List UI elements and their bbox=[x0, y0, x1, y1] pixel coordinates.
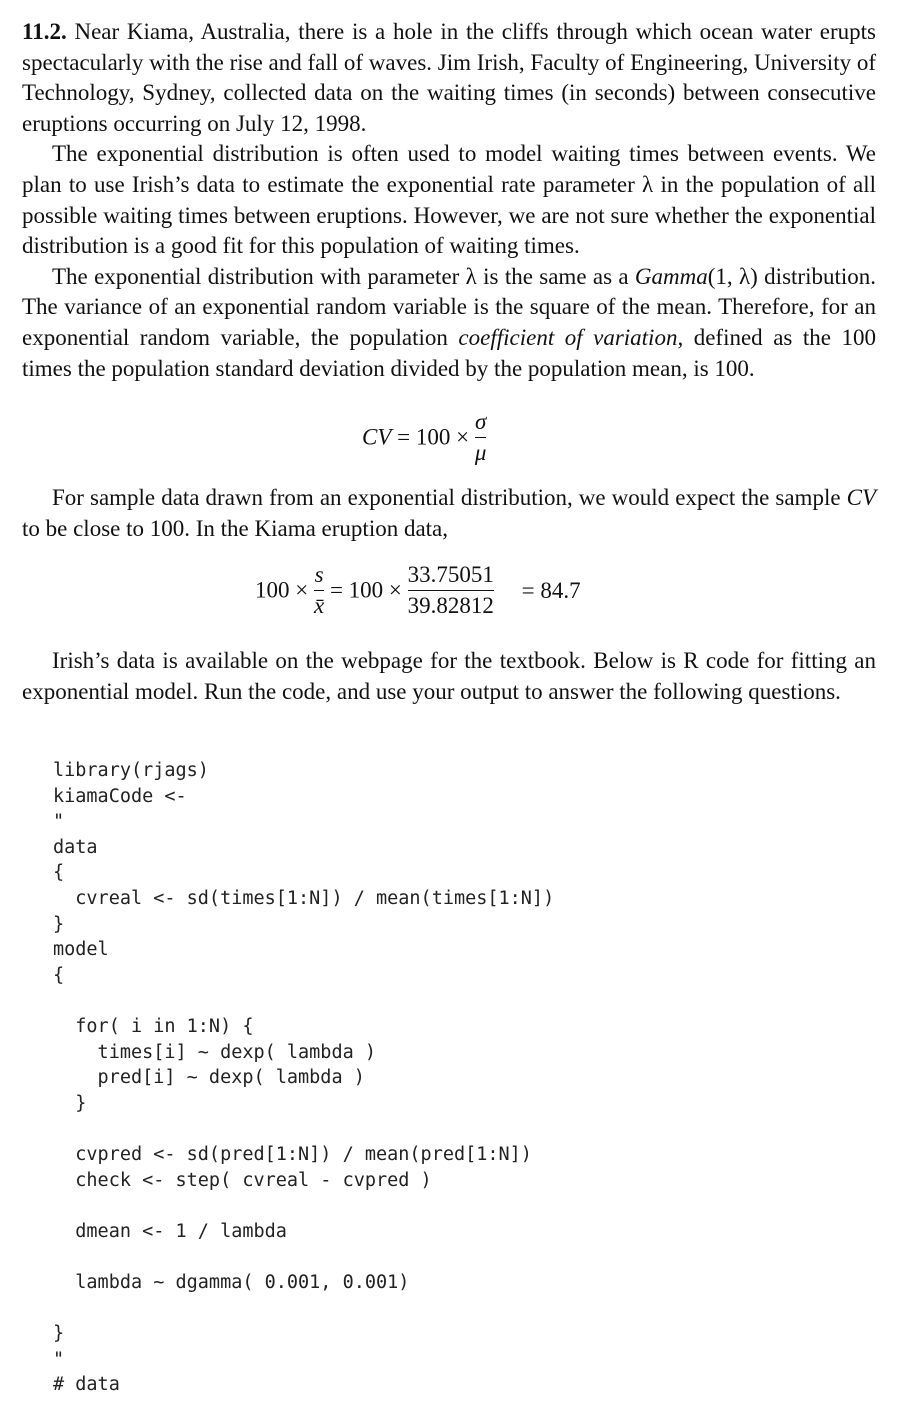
code-line: dmean <- 1 / lambda bbox=[53, 1220, 287, 1242]
paragraph-r-code-intro: Irish’s data is available on the webpage for the textbook. Below is R code for fitting an exponential model. Run the code, and use your output to answer the following questions. bbox=[22, 648, 876, 704]
code-line bbox=[53, 1116, 554, 1142]
code-line bbox=[53, 1193, 554, 1219]
code-line bbox=[53, 988, 554, 1014]
textbook-page bbox=[22, 0, 876, 1396]
problem-number: 11.2. bbox=[22, 19, 67, 44]
code-line: check <- step( cvreal - cvpred ) bbox=[53, 1169, 432, 1191]
code-line: kiamaCode <- bbox=[53, 785, 187, 807]
code-line bbox=[53, 1244, 554, 1270]
problem-intro bbox=[22, 0, 876, 139]
code-line: times[i] ~ dexp( lambda ) bbox=[53, 1041, 377, 1063]
paragraph-sample-cv: For sample data drawn from an exponential distribution, we would expect the sample CV to be close to 100. In the Kiama eruption data, bbox=[22, 485, 876, 541]
intro-text: Near Kiama, Australia, there is a hole in the cliffs through which ocean water erupts spectacularly with the rise and fall of waves. Jim Irish, Faculty of Engineering, University of Technology, Sydney, collected data on the waiting times (in seconds) between consecutive eruptions occurring on July 12, 1998. bbox=[22, 19, 876, 136]
kiama-cv-equation: 100 × $\frac{s}{x̄}$ = 100 × $\frac{33.75051}{39.82812}$ = 84.7 bbox=[255, 562, 581, 618]
code-line: } bbox=[53, 913, 65, 935]
gamma-term: Gamma bbox=[634, 263, 708, 289]
code-line: model bbox=[53, 939, 109, 961]
paragraph-exponential-model: The exponential distribution is often used to model waiting times between events. We plan to use Irish’s data to estimate the exponential rate parameter λ in the population of all possible waiting times between eruptions. However, we are not sure whether the exponential distribution is a good fit for this population of waiting times. bbox=[22, 141, 876, 259]
sigma-over-mu-fraction: $\frac{\sigma}{\mu}$ bbox=[474, 409, 487, 465]
code-line: cvpred <- sd(pred[1:N]) / mean(pred[1:N]) bbox=[53, 1143, 532, 1165]
code-line: lambda ~ dgamma( 0.001, 0.001) bbox=[53, 1271, 410, 1293]
code-line: { bbox=[53, 862, 65, 884]
code-line: data bbox=[53, 836, 98, 858]
code-line: library(rjags) bbox=[53, 760, 209, 781]
code-line: # data bbox=[53, 1374, 120, 1396]
cv-definition-equation: CV = 100 × $\frac{\sigma}{\mu}$ bbox=[362, 409, 487, 465]
code-line: cvreal <- sd(times[1:N]) / mean(times[1:N]) bbox=[53, 887, 555, 909]
code-line: } bbox=[53, 1323, 65, 1345]
sample-values-fraction: $\frac{33.75051}{39.82812}$ bbox=[407, 562, 494, 618]
paragraph-gamma-cv: The exponential distribution with parameter λ is the same as a Gamma(1, λ) distribution. The variance of an exponential random variable is the square of the mean. Therefore, for an exponential random variable, the population coefficient of variation, defined as the 100 times the population standard deviation divided by the population mean, is 100. bbox=[22, 263, 876, 381]
s-over-xbar-fraction: $\frac{s}{x̄}$ bbox=[313, 562, 325, 618]
code-line: { bbox=[53, 964, 65, 986]
code-line: " bbox=[53, 1348, 65, 1370]
code-line: } bbox=[53, 1092, 87, 1114]
r-code-block bbox=[53, 758, 554, 1398]
code-line: pred[i] ~ dexp( lambda ) bbox=[53, 1067, 365, 1089]
cv-term: coefficient of variation, bbox=[458, 324, 684, 350]
code-line: " bbox=[53, 811, 65, 833]
code-line: for( i in 1:N) { bbox=[53, 1015, 254, 1037]
code-line bbox=[53, 1295, 554, 1321]
